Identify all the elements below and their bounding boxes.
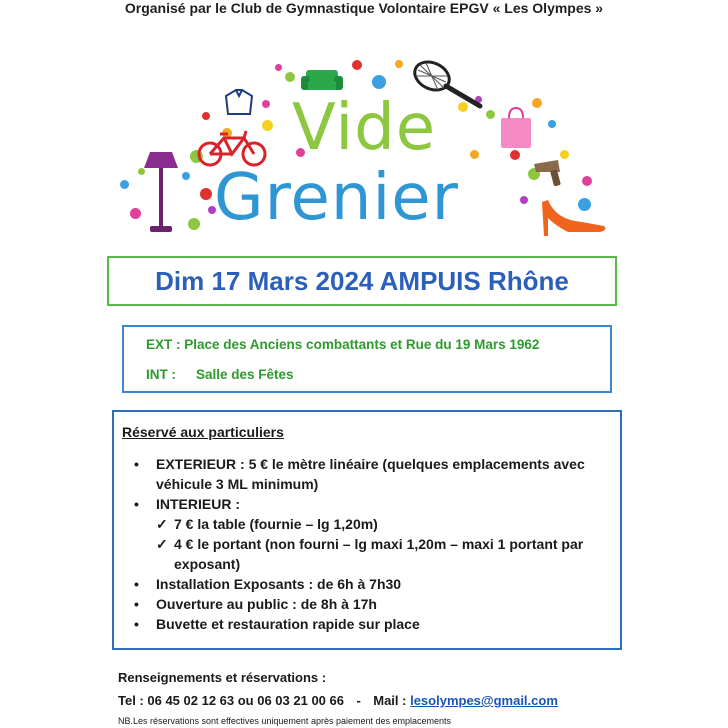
checkmark-icon: ✓ <box>156 536 168 552</box>
info-box <box>112 410 622 650</box>
contact-email-link[interactable]: lesolympes@gmail.com <box>410 693 558 708</box>
event-date-text: Dim 17 Mars 2024 AMPUIS Rhône <box>155 265 569 296</box>
dot <box>285 72 295 82</box>
contact-mail-label: Mail : <box>373 693 407 708</box>
dot <box>395 60 403 68</box>
location-ext: EXT : Place des Anciens combattants et Rue du 19 Mars 1962 <box>146 337 540 352</box>
info-list <box>134 454 610 634</box>
contact-title: Renseignements et réservations : <box>118 670 327 685</box>
bullet-icon: • <box>134 496 139 512</box>
bullet-icon: • <box>134 576 139 592</box>
dot <box>200 188 212 200</box>
contact-separator: - <box>356 693 361 708</box>
bullet-icon: • <box>134 456 139 472</box>
locations-box <box>122 325 612 393</box>
bullet-icon: • <box>134 616 139 632</box>
dot <box>470 150 479 159</box>
event-date-box <box>107 256 617 306</box>
dot <box>582 176 592 186</box>
list-item: • Ouverture au public : de 8h à 17h <box>134 596 377 612</box>
dot <box>188 218 200 230</box>
location-int-value: Salle des Fêtes <box>196 367 294 382</box>
checkmark-icon: ✓ <box>156 516 168 532</box>
list-item: • INTERIEUR : <box>134 496 240 512</box>
contact-phones: Tel : 06 45 02 12 63 ou 06 03 21 00 66 <box>118 693 344 708</box>
info-heading: Réservé aux particuliers <box>122 424 284 440</box>
title-vide: Vide <box>292 91 437 165</box>
dot <box>372 75 386 89</box>
dot <box>486 110 495 119</box>
title-illustration <box>0 0 728 250</box>
floor-lamp-icon <box>140 150 182 234</box>
list-item: • Buvette et restauration rapide sur place <box>134 616 420 632</box>
dot <box>520 196 528 204</box>
list-item: • EXTERIEUR : 5 € le mètre linéaire (quelques emplacements avec véhicule 3 ML minimum) <box>134 456 585 492</box>
shopping-bag-icon <box>498 106 534 150</box>
dot <box>548 120 556 128</box>
contact-line <box>118 693 558 708</box>
dot <box>182 172 190 180</box>
payment-note: NB.Les réservations sont effectives uniquement après paiement des emplacements <box>118 716 452 726</box>
organizer-line: Organisé par le Club de Gymnastique Volontaire EPGV « Les Olympes » <box>124 0 604 16</box>
hair-dryer-icon <box>532 158 572 188</box>
dot <box>262 100 270 108</box>
title-grenier: Grenier <box>214 161 459 235</box>
dot <box>202 112 210 120</box>
list-subitem: ✓ 7 € la table (fournie – lg 1,20m) <box>156 516 378 532</box>
dot <box>352 60 362 70</box>
dot <box>510 150 520 160</box>
dot <box>275 64 282 71</box>
dot <box>120 180 129 189</box>
list-subitem: ✓ 4 € le portant (non fourni – lg maxi 1,20m – maxi 1 portant par exposant) <box>156 536 584 572</box>
bullet-icon: • <box>134 596 139 612</box>
shirt-icon <box>222 88 256 116</box>
location-int-label: INT : <box>146 367 176 382</box>
high-heel-shoe-icon <box>538 196 610 238</box>
list-item: • Installation Exposants : de 6h à 7h30 <box>134 576 402 592</box>
